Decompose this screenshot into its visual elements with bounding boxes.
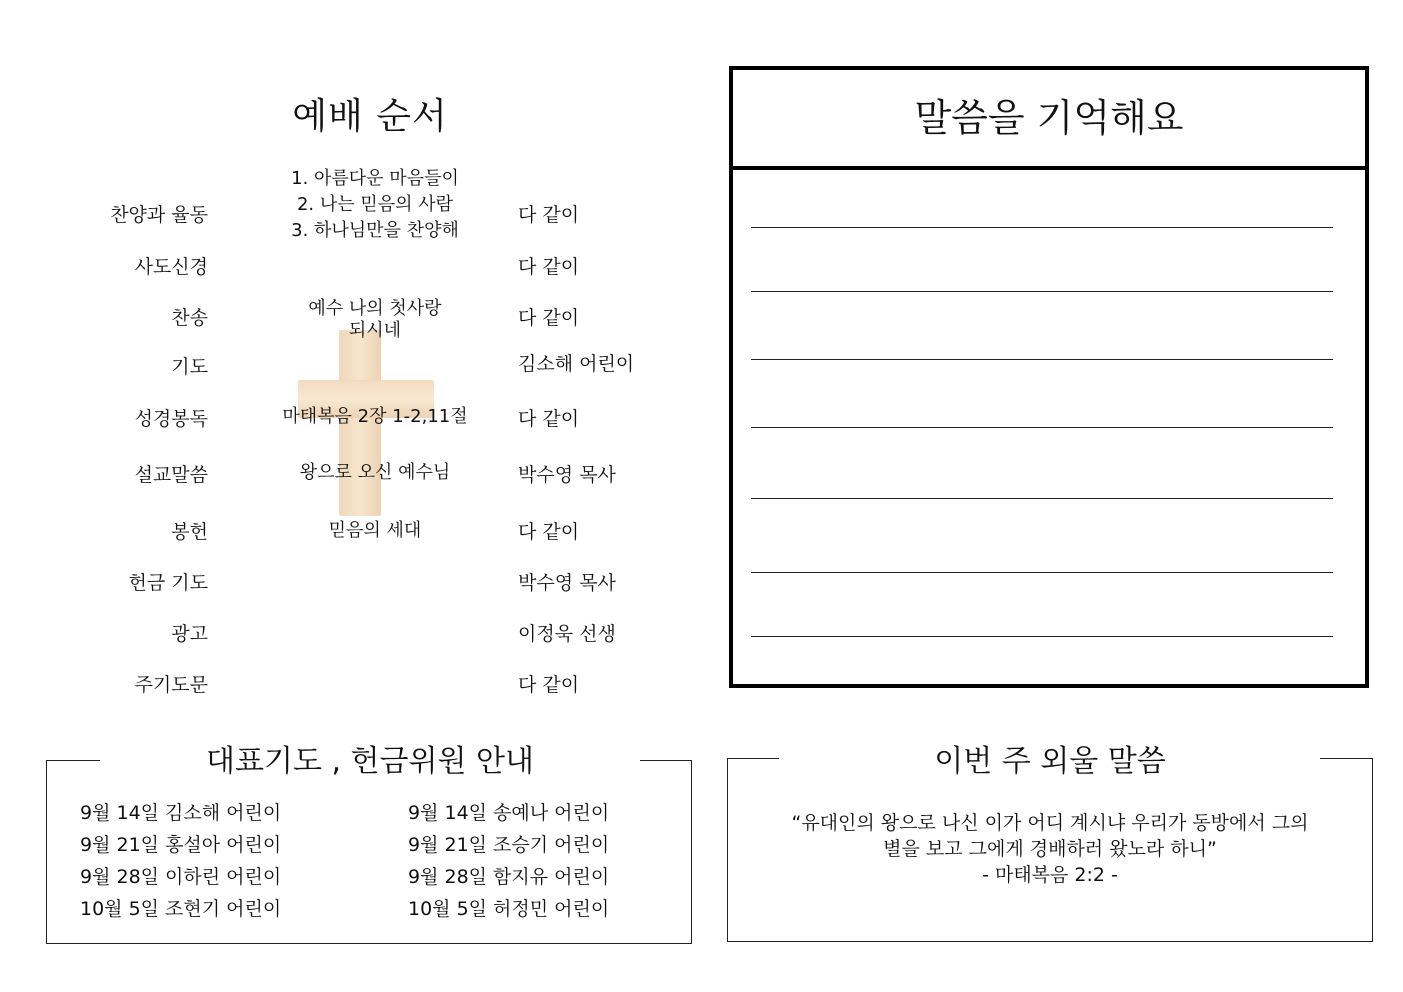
order-row-sermon: [0, 460, 700, 500]
order-row-prayer: [0, 352, 700, 392]
order-label: 광고: [171, 623, 208, 645]
order-leader: 박수영 목사: [518, 572, 616, 594]
verse-line: 별을 보고 그에게 경배하러 왔노라 하니”: [883, 838, 1217, 860]
hymn-title: [240, 298, 510, 342]
order-label: 주기도문: [134, 674, 208, 696]
writing-line[interactable]: [751, 572, 1333, 573]
offering-schedule: [408, 797, 609, 925]
list-item: 9월 28일 함지유 어린이: [408, 866, 610, 888]
hymn-line: 예수 나의 첫사랑: [308, 298, 442, 319]
order-label: 사도신경: [134, 256, 208, 278]
order-leader: 다 같이: [518, 204, 580, 226]
scripture-reference: 마태복음 2장 1-2,11절: [282, 406, 468, 427]
order-label: 헌금 기도: [128, 572, 208, 594]
writing-line[interactable]: [751, 636, 1333, 637]
order-leader: 다 같이: [518, 307, 580, 329]
hymn-line: 되시네: [348, 320, 402, 341]
divider: [727, 758, 779, 759]
order-leader: 다 같이: [518, 521, 580, 543]
order-label: 설교말씀: [134, 464, 208, 486]
list-item: 9월 14일 김소해 어린이: [80, 802, 282, 824]
order-leader: 다 같이: [518, 256, 580, 278]
prayer-schedule: [80, 797, 281, 925]
order-leader: 다 같이: [518, 674, 580, 696]
order-row-notice: [0, 619, 700, 659]
writing-line[interactable]: [751, 291, 1333, 292]
divider: [640, 760, 692, 761]
duty-title: 대표기도 , 헌금위원 안내: [206, 744, 534, 779]
writing-line[interactable]: [751, 427, 1333, 428]
song-item: 1. 아름다운 마음들이: [291, 168, 459, 189]
sermon-title: 왕으로 오신 예수님: [299, 462, 451, 483]
order-row-offering-prayer: [0, 568, 700, 608]
list-item: 9월 14일 송예나 어린이: [408, 802, 610, 824]
order-label: 찬송: [171, 307, 208, 329]
writing-line[interactable]: [751, 227, 1333, 228]
song-list: [240, 166, 510, 244]
order-leader: 이정욱 선생: [518, 623, 616, 645]
memo-box: [729, 66, 1369, 688]
verse-line: “유대인의 왕으로 나신 이가 어디 계시냐 우리가 동방에서 그의: [791, 812, 1309, 834]
worship-order-title: 예배 순서: [292, 96, 448, 137]
divider: [1320, 758, 1372, 759]
verse-reference: - 마태복음 2:2 -: [982, 864, 1118, 886]
writing-line[interactable]: [751, 359, 1333, 360]
order-leader: 박수영 목사: [518, 464, 616, 486]
order-row-hymn: [0, 298, 700, 341]
writing-line[interactable]: [751, 498, 1333, 499]
order-label: 기도: [171, 356, 208, 378]
order-label: 성경봉독: [134, 408, 208, 430]
list-item: 10월 5일 허정민 어린이: [408, 898, 610, 920]
order-row-reading: [0, 404, 700, 444]
memory-verse: [740, 810, 1360, 888]
memo-title: 말씀을 기억해요: [733, 70, 1365, 170]
divider: [46, 760, 100, 761]
order-row-offering: [0, 517, 700, 557]
list-item: 10월 5일 조현기 어린이: [80, 898, 282, 920]
list-item: 9월 28일 이하린 어린이: [80, 866, 282, 888]
list-item: 9월 21일 조승기 어린이: [408, 834, 610, 856]
order-row-praise: [0, 166, 700, 246]
song-item: 3. 하나님만을 찬양해: [291, 220, 459, 241]
order-leader: 김소해 어린이: [518, 353, 635, 375]
order-label: 찬양과 율동: [110, 204, 208, 226]
song-item: 2. 나는 믿음의 사람: [296, 194, 454, 215]
list-item: 9월 21일 홍설아 어린이: [80, 834, 282, 856]
order-leader: 다 같이: [518, 408, 580, 430]
verse-title: 이번 주 외울 말씀: [934, 744, 1166, 779]
order-row-creed: [0, 252, 700, 292]
order-row-lords-prayer: [0, 670, 700, 710]
order-label: 봉헌: [171, 521, 208, 543]
offering-song: 믿음의 세대: [328, 520, 422, 541]
